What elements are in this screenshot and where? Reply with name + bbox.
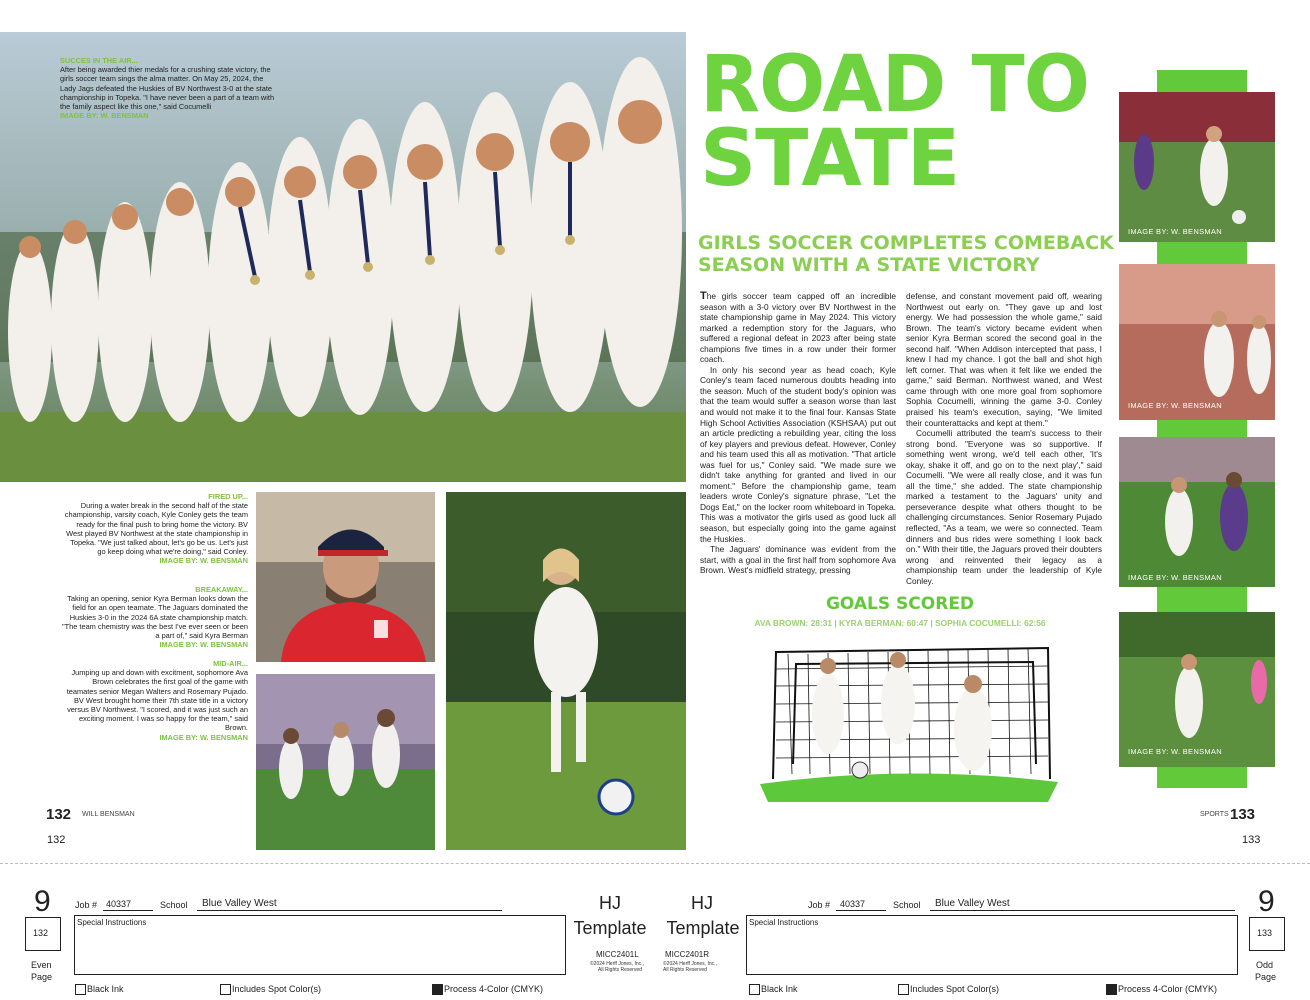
- right-page-label-1: Odd: [1256, 960, 1274, 970]
- right-page-label-2: Page: [1255, 972, 1277, 982]
- left-job-number[interactable]: 40337: [106, 899, 132, 909]
- spread-subtitle: GIRLS SOCCER COMPLETES COMEBACK SEASON WITH A STATE VICTORY: [698, 232, 1114, 276]
- left-page-number: 132: [47, 834, 66, 846]
- story-column-2: [906, 291, 1102, 586]
- right-page-number: 133: [1242, 834, 1261, 846]
- caption-credit: IMAGE BY: W. BENSMAN: [159, 556, 248, 566]
- left-template-label: Template: [573, 918, 647, 938]
- mid-air-photo: [256, 674, 435, 850]
- right-special-instructions-label: Special Instructions: [749, 918, 819, 927]
- right-page-box-number: 133: [1257, 928, 1273, 938]
- breakaway-photo: [446, 492, 686, 850]
- left-signature-number: 9: [34, 885, 51, 918]
- caption-text: After being awarded thier medals for a crushing state victory, the girls soccer team sings the alma matter. On May 25, 2024, the Lady Jags defeated the Huskies of BV Northwest 3-0 at the state championship in Topeka. "I have never been a part of a team with the family aspect like this one," said Cocumelli: [60, 65, 275, 112]
- left-special-instructions-box[interactable]: [74, 915, 566, 975]
- caption-credit: IMAGE BY: W. BENSMAN: [159, 732, 248, 742]
- right-job-underline: [836, 910, 886, 911]
- left-page-label-2: Page: [31, 972, 53, 982]
- left-process-color-checkbox[interactable]: [432, 984, 443, 995]
- left-spot-color-label: Includes Spot Color(s): [232, 984, 322, 994]
- right-folio-section: SPORTS: [1200, 811, 1229, 818]
- left-job-underline: [103, 910, 153, 911]
- left-job-label: Job #: [75, 900, 98, 910]
- right-school-underline: [930, 910, 1235, 911]
- right-photo-1: [1119, 92, 1275, 242]
- caption-heading: BREAKAWAY...: [195, 585, 248, 594]
- caption-heading: SUCCES IN THE AIR...: [60, 56, 138, 65]
- left-template-code: MICC2401L: [596, 950, 639, 959]
- right-job-label: Job #: [808, 900, 831, 910]
- left-black-ink-checkbox[interactable]: [75, 984, 86, 995]
- right-black-ink-checkbox[interactable]: [749, 984, 760, 995]
- left-school-underline: [197, 910, 502, 911]
- coach-photo: [256, 492, 435, 662]
- main-photo-caption: [60, 56, 280, 120]
- right-school-label: School: [893, 900, 921, 910]
- right-template-code: MICC2401R: [665, 950, 710, 959]
- green-accent-bar-top: [1157, 70, 1247, 92]
- left-page-label-1: Even: [31, 960, 52, 970]
- right-process-color-label: Process 4-Color (CMYK): [1118, 984, 1218, 994]
- right-spot-color-label: Includes Spot Color(s): [910, 984, 1000, 994]
- mid-air-caption: [62, 659, 248, 742]
- right-photo-4: [1119, 612, 1275, 767]
- story-paragraph: In only his second year as head coach, Kyle Conley's team faced numerous doubts heading into the season. Much of the student body's opinion was that the team would suffer a season worse than last and would not make it to the final four. Kansas State High School Activities Association (KSHSAA) put out an article predicting a rebuilding year, citing the loss of key players and previous defeat. However, Conley and his team used this all as motivation. "That article was fuel for us," Conley said. "We made sure we didn't take anything for granted and lived in our moment." Before the championship game, team leaders wrote Conley's signature phrase, "Let the Dogs Eat," on the locker room whiteboard in Topeka. This was a motivator the girls used as good luck all season, but especially going into the game against the Huskies.: [700, 364, 896, 544]
- right-photo-2-credit: IMAGE BY: W. BENSMAN: [1128, 401, 1222, 410]
- left-folio-name: WILL BENSMAN: [82, 811, 135, 818]
- right-special-instructions-box[interactable]: [746, 915, 1238, 975]
- goal-net-graphic: [748, 634, 1070, 804]
- drop-cap: T: [700, 290, 707, 302]
- caption-text: Jumping up and down with excitment, sophomore Ava Brown celebrates the first goal of the game with teamates senior Megan Walters and Rosemary Pujado. BV West brought home their 7th state title in a victory versus BV Northwest. "I scored, and it was just such an exciting moment. I was so happy for the team," said Brown.: [66, 668, 248, 733]
- fired-up-caption: [62, 492, 248, 566]
- story-paragraph: The girls soccer team capped off an incredible season with a 3-0 victory over BV Northwest in the state championship game in May 2024. This victory marked a redemption story for the Jaguars, who suffered a regional defeat in 2023 after being state champions five times in a row under their former coach.: [700, 290, 896, 365]
- caption-credit: IMAGE BY: W. BENSMAN: [60, 111, 149, 121]
- left-hj-label: HJ: [599, 893, 621, 913]
- story-paragraph: defense, and constant movement paid off, wearing Northwest out early on. "They gave up and lost energy. We had possession the whole game," said Brown. The team's victory became evident when senior Kyra Berman scored the second goal in the second half. "When Addison intercepted that pass, I knew I had my chance. I got the ball and shot high left corner. That was when it felt like we ended the game," said Berman. Northwest waned, and West came through with one more goal from sophomore Sophia Cocumelli, winning the game 3-0. Conley praised his team's execution, saying, "We limited their counterattacks and kept at them.": [906, 291, 1102, 428]
- left-black-ink-label: Black Ink: [87, 984, 124, 994]
- title-line-1: ROAD TO: [700, 40, 1090, 130]
- story-column-1: [700, 291, 896, 576]
- caption-text: During a water break in the second half of the state championship, varsity coach, Kyle Conley gets the team ready for the final push to bring home the victory. BV West played BV Northwest at the state championship in Topeka. "We just talked about, let's go be us. Let's just go keep doing what we're doing," said Conley.: [64, 501, 248, 557]
- left-folio-number: 132: [46, 806, 72, 823]
- story-paragraph: The Jaguars' dominance was evident from the start, with a goal in the first half from sophomore Ava Brown. West's midfield strategy, pressing: [700, 544, 896, 576]
- right-photo-3-credit: IMAGE BY: W. BENSMAN: [1128, 573, 1222, 582]
- right-folio-number: 133: [1230, 806, 1256, 823]
- right-photo-3: [1119, 437, 1275, 587]
- right-photo-1-credit: IMAGE BY: W. BENSMAN: [1128, 227, 1222, 236]
- left-school-label: School: [160, 900, 188, 910]
- trim-line: [0, 863, 1310, 864]
- story-paragraph: Cocumelli attributed the team's success to their strong bond. "Everyone was so supportive. If something went wrong, we'd tell each other, 'It's okay, shake it off, and go on to the next play'," said Cocumelli. "We were all really close, and it was fun all the time," she added. The state championship marked a testament to the Jaguars' unity and perseverance despite what others thought to be challenging circumstances. Senior Rosemary Pujado reflected, "As a team, we were so connected. Team dinners and bus rides were something I look back on." With their title, the Jaguars proved their doubters wrong and reinvented their legacy as a championship team under the leadership of Kyle Conley.: [906, 428, 1102, 586]
- right-school-name[interactable]: Blue Valley West: [935, 898, 1010, 909]
- right-photo-4-credit: IMAGE BY: W. BENSMAN: [1128, 747, 1222, 756]
- left-process-color-label: Process 4-Color (CMYK): [444, 984, 544, 994]
- right-spot-color-checkbox[interactable]: [898, 984, 909, 995]
- title-line-2: STATE: [700, 114, 960, 204]
- caption-credit: IMAGE BY: W. BENSMAN: [159, 640, 248, 650]
- right-signature-number: 9: [1258, 885, 1275, 918]
- breakaway-caption: [62, 585, 248, 649]
- left-copyright-2: All Rights Reserved: [598, 967, 642, 973]
- left-page-box-number: 132: [33, 928, 49, 938]
- right-copyright-2: All Rights Reserved: [663, 967, 707, 973]
- right-process-color-checkbox[interactable]: [1106, 984, 1117, 995]
- left-school-name[interactable]: Blue Valley West: [202, 898, 277, 909]
- left-spot-color-checkbox[interactable]: [220, 984, 231, 995]
- left-special-instructions-label: Special Instructions: [77, 918, 147, 927]
- right-black-ink-label: Black Ink: [761, 984, 798, 994]
- right-hj-label: HJ: [691, 893, 713, 913]
- right-photo-2: [1119, 264, 1275, 420]
- caption-heading: FIRED UP...: [208, 492, 248, 501]
- caption-heading: MID-AIR...: [213, 659, 248, 668]
- goals-line: AVA BROWN: 28:31 | KYRA BERMAN: 60:47 | SOPHIA COCUMELLI: 62:56: [754, 618, 1046, 628]
- left-copyright-1: ©2024 Herff Jones, Inc.,: [590, 961, 644, 967]
- caption-text: Taking an opening, senior Kyra Berman looks down the field for an open teamate. The Jaguars dominated the Huskies 3-0 in the 2024 6A state championship match. "The team chemistry was the best I've ever seen or been a part of," said Kyra Berman: [62, 594, 249, 641]
- right-copyright-1: ©2024 Herff Jones, Inc.,: [663, 961, 717, 967]
- right-job-number[interactable]: 40337: [840, 899, 866, 909]
- spread-title: [700, 40, 1090, 204]
- goals-heading: GOALS SCORED: [825, 594, 975, 614]
- right-template-label: Template: [666, 918, 740, 938]
